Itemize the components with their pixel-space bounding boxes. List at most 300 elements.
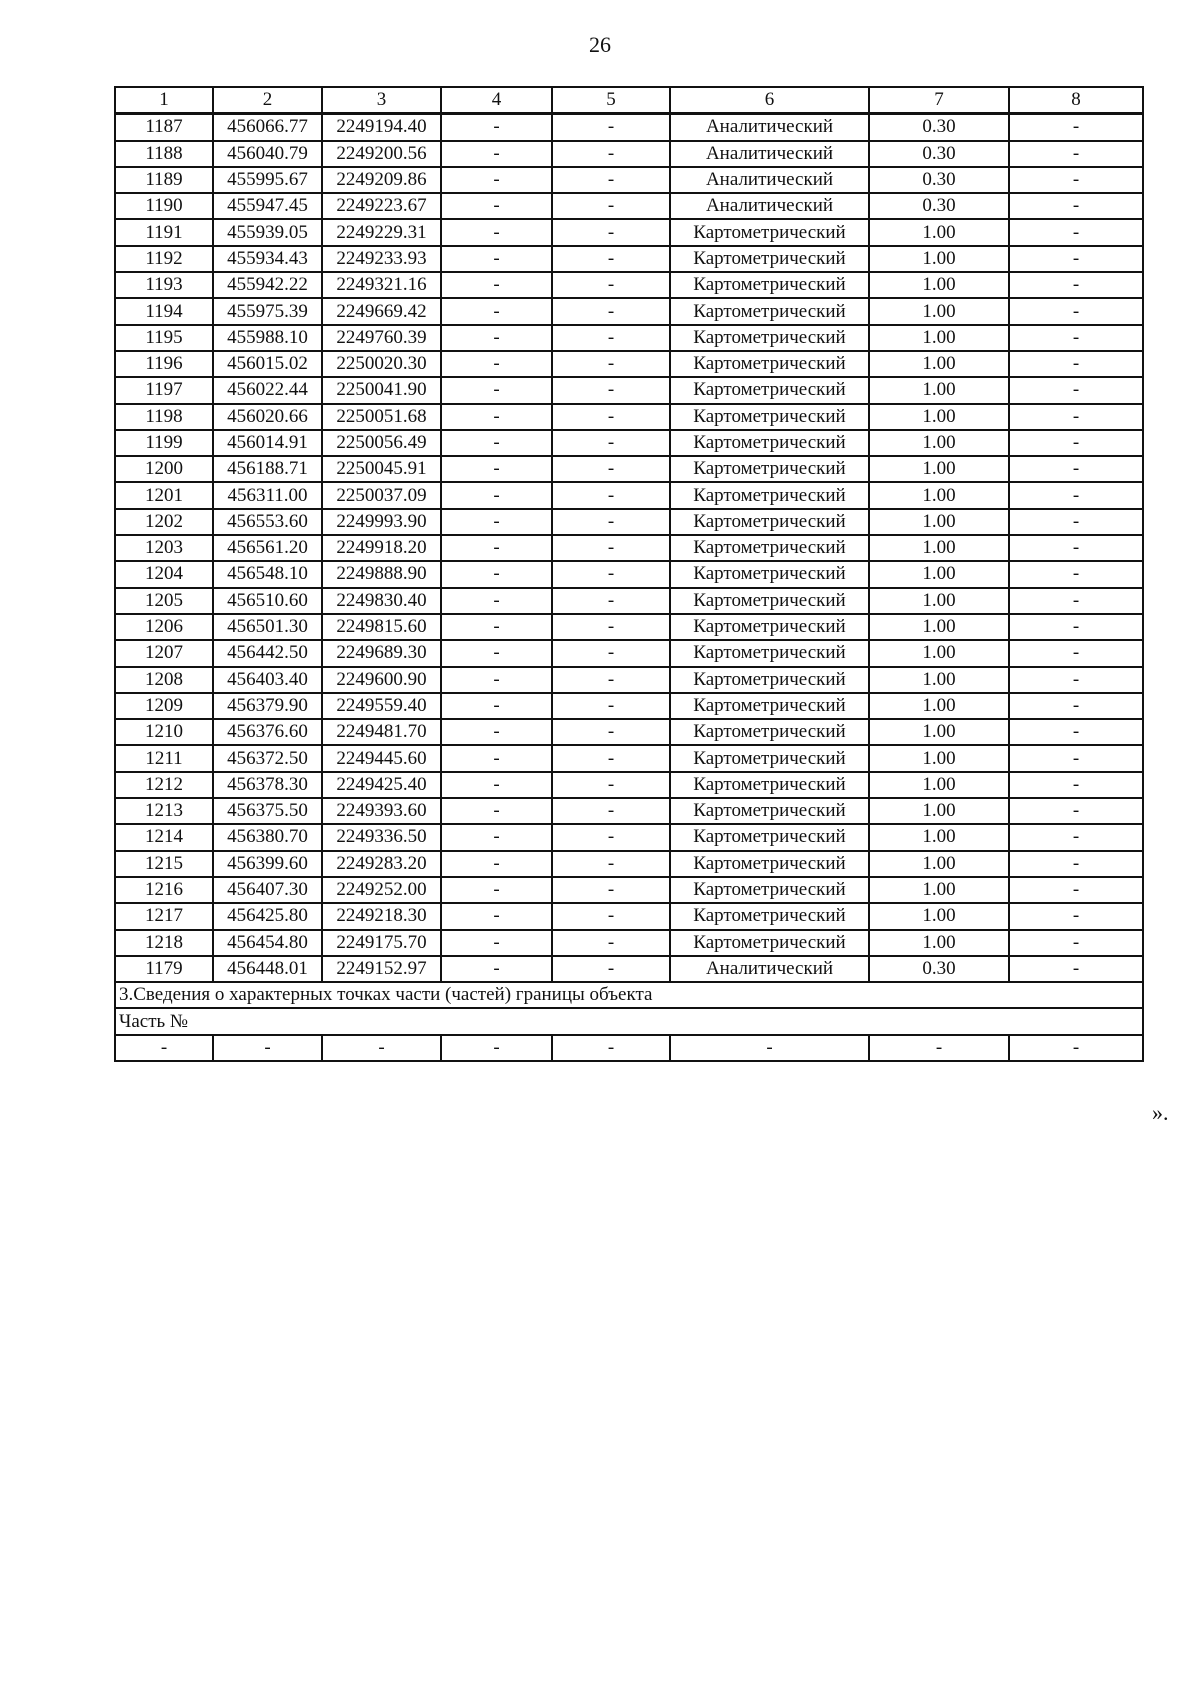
table-row [115, 772, 1143, 798]
table-cell: 1216 [115, 877, 213, 903]
table-cell: 1198 [115, 404, 213, 430]
table-cell: 455995.67 [213, 167, 322, 193]
table-row [115, 246, 1143, 272]
table-cell: 2250037.09 [322, 482, 441, 508]
table-cell: 1205 [115, 588, 213, 614]
table-cell: - [1009, 377, 1143, 403]
table-cell: - [1009, 535, 1143, 561]
table-cell: 1189 [115, 167, 213, 193]
table-cell: 0.30 [869, 167, 1009, 193]
table-cell: 455975.39 [213, 298, 322, 324]
empty-row [115, 1035, 1143, 1061]
table-cell: 1212 [115, 772, 213, 798]
table-cell: 1200 [115, 456, 213, 482]
table-cell: - [1009, 430, 1143, 456]
table-cell: - [1009, 614, 1143, 640]
table-cell: 456020.66 [213, 404, 322, 430]
empty-cell: - [322, 1035, 441, 1061]
table-cell: 2249336.50 [322, 824, 441, 850]
table-cell: - [441, 824, 552, 850]
table-cell: - [1009, 246, 1143, 272]
table-cell: - [552, 404, 670, 430]
table-cell: - [441, 351, 552, 377]
table-cell: 1218 [115, 930, 213, 956]
table-cell: 2249393.60 [322, 798, 441, 824]
table-cell: 2249283.20 [322, 851, 441, 877]
table-cell: 2249888.90 [322, 561, 441, 587]
table-cell: Картометрический [670, 877, 869, 903]
table-cell: - [552, 535, 670, 561]
table-cell: - [552, 430, 670, 456]
table-cell: - [441, 141, 552, 167]
empty-cell: - [670, 1035, 869, 1061]
table-cell: 0.30 [869, 114, 1009, 141]
table-cell: 1.00 [869, 772, 1009, 798]
table-cell: 456454.80 [213, 930, 322, 956]
table-cell: - [1009, 272, 1143, 298]
table-cell: 1191 [115, 219, 213, 245]
table-cell: 2249200.56 [322, 141, 441, 167]
section-title: 3.Сведения о характерных точках части (частей) границы объекта [115, 982, 1143, 1008]
table-cell: 456561.20 [213, 535, 322, 561]
table-row [115, 667, 1143, 693]
table-cell: 1214 [115, 824, 213, 850]
table-row [115, 588, 1143, 614]
table-cell: - [552, 456, 670, 482]
table-cell: - [1009, 588, 1143, 614]
table-cell: 1179 [115, 956, 213, 982]
table-cell: 1194 [115, 298, 213, 324]
table-row [115, 325, 1143, 351]
table-cell: 1.00 [869, 693, 1009, 719]
table-cell: 456378.30 [213, 772, 322, 798]
table-cell: - [552, 588, 670, 614]
table-cell: Картометрический [670, 588, 869, 614]
table-cell: - [441, 325, 552, 351]
table-header [115, 87, 1143, 114]
table-cell: 2249481.70 [322, 719, 441, 745]
table-row [115, 877, 1143, 903]
table-cell: 2250056.49 [322, 430, 441, 456]
table-cell: Картометрический [670, 851, 869, 877]
table-cell: - [552, 667, 670, 693]
table-cell: 2249233.93 [322, 246, 441, 272]
table-cell: 455942.22 [213, 272, 322, 298]
table-cell: - [441, 903, 552, 929]
table-row [115, 956, 1143, 982]
empty-cell: - [441, 1035, 552, 1061]
table-cell: - [552, 798, 670, 824]
header-cell: 1 [115, 87, 213, 114]
table-cell: - [552, 219, 670, 245]
table-cell: 456501.30 [213, 614, 322, 640]
table-cell: 1201 [115, 482, 213, 508]
table-cell: 456553.60 [213, 509, 322, 535]
table-cell: 2249229.31 [322, 219, 441, 245]
table-cell: 1217 [115, 903, 213, 929]
table-cell: - [1009, 956, 1143, 982]
table-cell: 2250020.30 [322, 351, 441, 377]
table-cell: - [1009, 903, 1143, 929]
table-cell: 1215 [115, 851, 213, 877]
table-cell: 1190 [115, 193, 213, 219]
table-row [115, 219, 1143, 245]
table-cell: 1199 [115, 430, 213, 456]
table-cell: 1197 [115, 377, 213, 403]
table-cell: Картометрический [670, 325, 869, 351]
table-cell: 1211 [115, 745, 213, 771]
table-cell: 1.00 [869, 298, 1009, 324]
table-cell: 1196 [115, 351, 213, 377]
header-cell: 7 [869, 87, 1009, 114]
table-cell: - [441, 561, 552, 587]
table-cell: 2249600.90 [322, 667, 441, 693]
table-cell: 1.00 [869, 535, 1009, 561]
table-row [115, 351, 1143, 377]
table-cell: 1.00 [869, 351, 1009, 377]
table-cell: - [1009, 141, 1143, 167]
table-cell: - [552, 246, 670, 272]
table-row [115, 456, 1143, 482]
table-cell: - [552, 377, 670, 403]
table-cell: 2249669.42 [322, 298, 441, 324]
table-cell: 2249830.40 [322, 588, 441, 614]
table-row [115, 430, 1143, 456]
table-cell: 1.00 [869, 325, 1009, 351]
header-cell: 6 [670, 87, 869, 114]
table-cell: Картометрический [670, 745, 869, 771]
table-cell: - [552, 351, 670, 377]
table-cell: - [441, 219, 552, 245]
table-cell: Картометрический [670, 246, 869, 272]
table-row [115, 193, 1143, 219]
table-row [115, 614, 1143, 640]
table-cell: - [552, 298, 670, 324]
table-cell: Аналитический [670, 167, 869, 193]
table-row [115, 298, 1143, 324]
table-cell: - [552, 509, 670, 535]
table-cell: - [1009, 404, 1143, 430]
table-cell: 1.00 [869, 246, 1009, 272]
table-cell: - [552, 851, 670, 877]
table-cell: 1.00 [869, 798, 1009, 824]
table-cell: - [1009, 824, 1143, 850]
table-row [115, 167, 1143, 193]
header-cell: 8 [1009, 87, 1143, 114]
table-body [115, 114, 1143, 982]
table-cell: 455988.10 [213, 325, 322, 351]
table-cell: 456379.90 [213, 693, 322, 719]
table-cell: 2249815.60 [322, 614, 441, 640]
table-cell: - [552, 772, 670, 798]
table-cell: 1195 [115, 325, 213, 351]
table-cell: 2249175.70 [322, 930, 441, 956]
part-label: Часть № [115, 1008, 1143, 1034]
table-cell: - [441, 430, 552, 456]
table-cell: - [1009, 930, 1143, 956]
table-cell: - [552, 956, 670, 982]
table-cell: 1207 [115, 640, 213, 666]
table-cell: 1.00 [869, 667, 1009, 693]
table-cell: 1.00 [869, 482, 1009, 508]
header-cell: 4 [441, 87, 552, 114]
table-cell: 2249252.00 [322, 877, 441, 903]
table-cell: - [552, 614, 670, 640]
table-cell: - [441, 377, 552, 403]
empty-cell: - [869, 1035, 1009, 1061]
table-cell: 2249218.30 [322, 903, 441, 929]
table-cell: - [441, 404, 552, 430]
table-cell: 456407.30 [213, 877, 322, 903]
table-cell: - [1009, 693, 1143, 719]
table-cell: - [441, 614, 552, 640]
table-cell: 1.00 [869, 456, 1009, 482]
table-cell: - [552, 482, 670, 508]
table-cell: Картометрический [670, 719, 869, 745]
table-cell: - [441, 272, 552, 298]
table-row [115, 745, 1143, 771]
table-cell: Картометрический [670, 298, 869, 324]
table-cell: 2249152.97 [322, 956, 441, 982]
table-cell: Картометрический [670, 772, 869, 798]
table-cell: 2250051.68 [322, 404, 441, 430]
table-cell: - [441, 851, 552, 877]
table-cell: - [552, 193, 670, 219]
table-cell: 1202 [115, 509, 213, 535]
table-cell: - [441, 298, 552, 324]
table-cell: 456040.79 [213, 141, 322, 167]
empty-cell: - [115, 1035, 213, 1061]
table-cell: - [441, 956, 552, 982]
table-cell: 1210 [115, 719, 213, 745]
table-row [115, 509, 1143, 535]
table-cell: - [1009, 745, 1143, 771]
table-cell: - [1009, 851, 1143, 877]
table-cell: - [441, 640, 552, 666]
table-cell: 2249223.67 [322, 193, 441, 219]
table-cell: - [441, 798, 552, 824]
table-cell: - [1009, 719, 1143, 745]
table-cell: - [1009, 325, 1143, 351]
table-cell: 2249559.40 [322, 693, 441, 719]
coordinates-table [114, 86, 1144, 1062]
table-cell: 2249918.20 [322, 535, 441, 561]
table-row [115, 114, 1143, 141]
table-row [115, 640, 1143, 666]
table-cell: - [552, 325, 670, 351]
table-cell: - [441, 930, 552, 956]
table-cell: 1213 [115, 798, 213, 824]
table-cell: - [552, 930, 670, 956]
table-cell: - [441, 456, 552, 482]
table-cell: 456376.60 [213, 719, 322, 745]
table-row [115, 719, 1143, 745]
table-row [115, 272, 1143, 298]
table-cell: - [441, 246, 552, 272]
table-cell: - [441, 588, 552, 614]
empty-cell: - [1009, 1035, 1143, 1061]
table-cell: - [552, 561, 670, 587]
table-cell: 1.00 [869, 745, 1009, 771]
table-cell: 2249760.39 [322, 325, 441, 351]
table-cell: 1.00 [869, 404, 1009, 430]
table-cell: 0.30 [869, 193, 1009, 219]
table-cell: 455939.05 [213, 219, 322, 245]
table-cell: - [1009, 877, 1143, 903]
table-cell: Картометрический [670, 798, 869, 824]
table-cell: 1.00 [869, 614, 1009, 640]
table-cell: Картометрический [670, 561, 869, 587]
table-cell: 2250041.90 [322, 377, 441, 403]
table-cell: - [1009, 193, 1143, 219]
table-cell: - [1009, 772, 1143, 798]
table-cell: 1203 [115, 535, 213, 561]
table-cell: - [552, 877, 670, 903]
table-cell: Картометрический [670, 640, 869, 666]
table-cell: 456548.10 [213, 561, 322, 587]
table-cell: Аналитический [670, 956, 869, 982]
table-cell: - [1009, 509, 1143, 535]
header-cell: 5 [552, 87, 670, 114]
table-cell: - [1009, 667, 1143, 693]
table-cell: - [441, 745, 552, 771]
table-cell: Картометрический [670, 535, 869, 561]
table-cell: 2249209.86 [322, 167, 441, 193]
table-footer [115, 982, 1143, 1061]
table-row [115, 141, 1143, 167]
table-cell: 456066.77 [213, 114, 322, 141]
table-cell: Аналитический [670, 114, 869, 141]
table-cell: - [552, 719, 670, 745]
page-number: 26 [589, 32, 611, 57]
empty-cell: - [552, 1035, 670, 1061]
table-cell: - [1009, 167, 1143, 193]
header-row [115, 87, 1143, 114]
table-cell: - [552, 141, 670, 167]
table-cell: - [552, 824, 670, 850]
table-cell: Аналитический [670, 193, 869, 219]
table-cell: 2249993.90 [322, 509, 441, 535]
table-cell: 456014.91 [213, 430, 322, 456]
table-cell: - [441, 772, 552, 798]
table-cell: - [441, 535, 552, 561]
table-cell: - [1009, 114, 1143, 141]
header-cell: 2 [213, 87, 322, 114]
table-cell: - [1009, 298, 1143, 324]
empty-cell: - [213, 1035, 322, 1061]
table-cell: - [441, 482, 552, 508]
table-row [115, 798, 1143, 824]
table-row [115, 824, 1143, 850]
table-cell: - [552, 114, 670, 141]
table-cell: 2250045.91 [322, 456, 441, 482]
table-cell: 1187 [115, 114, 213, 141]
table-cell: Картометрический [670, 903, 869, 929]
table-cell: 455934.43 [213, 246, 322, 272]
table-cell: Картометрический [670, 930, 869, 956]
table-row [115, 482, 1143, 508]
table-cell: Картометрический [670, 377, 869, 403]
table-cell: - [1009, 798, 1143, 824]
table-cell: - [1009, 561, 1143, 587]
table-row [115, 404, 1143, 430]
table-cell: 1.00 [869, 640, 1009, 666]
table-cell: - [441, 667, 552, 693]
table-cell: 1193 [115, 272, 213, 298]
table-cell: 1.00 [869, 377, 1009, 403]
part-label-row [115, 1008, 1143, 1034]
table-cell: 456311.00 [213, 482, 322, 508]
table-cell: 456015.02 [213, 351, 322, 377]
table-cell: 1.00 [869, 509, 1009, 535]
table-cell: - [1009, 482, 1143, 508]
closing-quote-mark: ». [1152, 1100, 1169, 1125]
table-cell: 456375.50 [213, 798, 322, 824]
table-cell: 1192 [115, 246, 213, 272]
table-cell: Картометрический [670, 430, 869, 456]
table-row [115, 535, 1143, 561]
table-cell: - [441, 877, 552, 903]
table-cell: 456510.60 [213, 588, 322, 614]
table-cell: Картометрический [670, 351, 869, 377]
table-cell: - [552, 167, 670, 193]
table-cell: Картометрический [670, 614, 869, 640]
table-cell: - [1009, 456, 1143, 482]
section-title-row [115, 982, 1143, 1008]
table-cell: Картометрический [670, 404, 869, 430]
table-cell: Картометрический [670, 824, 869, 850]
table-cell: - [552, 903, 670, 929]
table-cell: 456372.50 [213, 745, 322, 771]
table-cell: - [552, 640, 670, 666]
table-row [115, 377, 1143, 403]
table-cell: 1209 [115, 693, 213, 719]
table-cell: - [441, 719, 552, 745]
table-cell: 456380.70 [213, 824, 322, 850]
table-cell: Аналитический [670, 141, 869, 167]
table-cell: - [552, 693, 670, 719]
table-cell: Картометрический [670, 509, 869, 535]
table-row [115, 930, 1143, 956]
table-cell: 456442.50 [213, 640, 322, 666]
table-cell: 1.00 [869, 877, 1009, 903]
table-cell: 1.00 [869, 824, 1009, 850]
table-row [115, 693, 1143, 719]
table-cell: 456425.80 [213, 903, 322, 929]
table-cell: Картометрический [670, 456, 869, 482]
table-cell: 1.00 [869, 430, 1009, 456]
table-cell: Картометрический [670, 693, 869, 719]
table-cell: 0.30 [869, 956, 1009, 982]
table-cell: 0.30 [869, 141, 1009, 167]
table-cell: 456188.71 [213, 456, 322, 482]
table-cell: - [441, 167, 552, 193]
table-cell: 1188 [115, 141, 213, 167]
table-cell: 1206 [115, 614, 213, 640]
table-cell: - [552, 272, 670, 298]
table-cell: 455947.45 [213, 193, 322, 219]
table-row [115, 851, 1143, 877]
table-cell: 2249321.16 [322, 272, 441, 298]
table-cell: 1204 [115, 561, 213, 587]
table-cell: 456448.01 [213, 956, 322, 982]
table-cell: 1208 [115, 667, 213, 693]
table-cell: 1.00 [869, 719, 1009, 745]
table-row [115, 561, 1143, 587]
table-cell: 1.00 [869, 851, 1009, 877]
table-cell: 456022.44 [213, 377, 322, 403]
table-cell: 2249194.40 [322, 114, 441, 141]
